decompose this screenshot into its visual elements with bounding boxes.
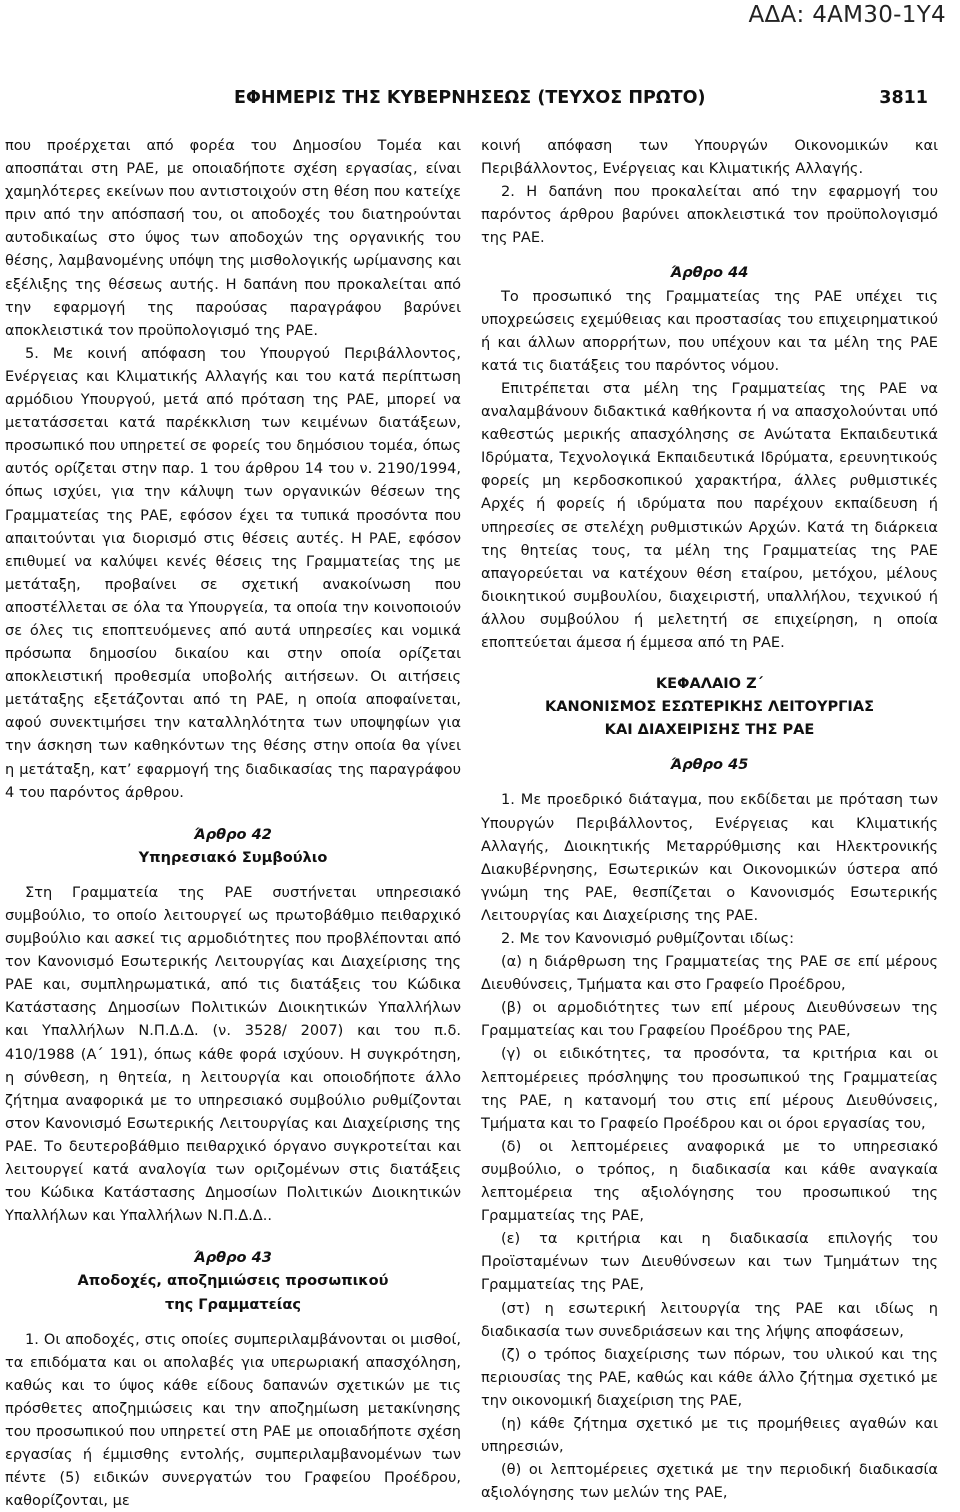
article-42-heading: Άρθρο 42 [194, 825, 272, 843]
list-item-e: (ε) τα κριτήρια και η διαδικασία επιλογής του Προϊσταμένων των Διευθύνσεων και των Τμημάτων της Γραμματείας της ΡΑΕ, [481, 1230, 938, 1294]
chapter-title-line-2: ΚΑΙ ΔΙΑΧΕΙΡΙΣΗΣ ΤΗΣ ΡΑΕ [604, 721, 815, 739]
list-item-b: (β) οι αρμοδιότητες των επί μέρους Διευθύνσεων της Γραμματείας και του Γραφείου Προέδρου της ΡΑΕ, [481, 999, 938, 1040]
article-43-paragraph-1: 1. Οι αποδοχές, στις οποίες συμπεριλαμβάνονται οι μισθοί, τα επιδόματα και οι απολαβές για υπερωριακή απασχόληση, καθώς και το ύψος κάθε είδους δαπανών σχετικών με τις πρόσθετες αποζημιώσεις και την αποζημίωση μετακίνησης του προσωπικού που υπηρετεί στη ΡΑΕ με οποιαδήποτε σχέση εργασίας ή έμμισθης εντολής, συμπεριλαμβανομένων των πέντε (5) ειδικών συνεργατών του Γραφείου Προέδρου, καθορίζονται, με [5, 1330, 461, 1510]
article-45-heading: Άρθρο 45 [670, 756, 749, 774]
article-45-paragraph-1: 1. Με προεδρικό διάταγμα, που εκδίδεται με πρόταση των Υπουργών Περιβάλλοντος, Ενέργειας και Κλιματικής Αλλαγής, Διοικητικής Μεταρρύθμισης και Ηλεκτρονικής Διακυβέρνησης, Εσωτερικών και Οικονομικών ύστερα από γνώμη της ΡΑΕ, θεσπίζεται ο Κανονισμός Εσωτερικής Λειτουργίας και Διαχείρισης της ΡΑΕ. [481, 791, 938, 924]
chapter-label: ΚΕΦΑΛΑΙΟ Ζ΄ [655, 675, 764, 693]
right-column [481, 134, 938, 1504]
list-item-g: (γ) οι ειδικότητες, τα προσόντα, τα κριτήρια και οι λεπτομέρειες πρόσληψης του προσωπικού της Γραμματείας της ΡΑΕ, η κατανομή του στις επί μέρους Διευθύνσεις, Τμήματα και το Γραφείο Προέδρου και οι όροι εργασίας του, [481, 1045, 938, 1132]
article-44-paragraph-1: Το προσωπικό της Γραμματείας της ΡΑΕ υπέχει τις υποχρεώσεις εχεμύθειας και προστασίας του επιχειρηματικού ή και άλλων απορρήτων, που υπέχουν και τα μέλη της ΡΑΕ κατά τις διατάξεις του παρόντος νόμου. [481, 287, 938, 374]
chapter-title-line-1: ΚΑΝΟΝΙΣΜΟΣ ΕΣΩΤΕΡΙΚΗΣ ΛΕΙΤΟΥΡΓΙΑΣ [544, 698, 875, 716]
article-43-title-line-1: Αποδοχές, αποζημιώσεις προσωπικού [77, 1272, 389, 1290]
paragraph-2: 2. Η δαπάνη που προκαλείται από την εφαρμογή του παρόντος άρθρου βαρύνει αποκλειστικά τον προϋπολογισμό της ΡΑΕ. [481, 183, 938, 247]
list-item-z: (ζ) ο τρόπος διαχείρισης των πόρων, του υλικού και της περιουσίας της ΡΑΕ, καθώς και κάθε άλλο ζήτημα σχετικό με την οικονομική διαχείριση της ΡΑΕ, [481, 1345, 938, 1409]
left-column [5, 134, 461, 1512]
list-item-st: (στ) η εσωτερική λειτουργία της ΡΑΕ και ιδίως η διαδικασία των συνεδριάσεων και της λήψης αποφάσεων, [481, 1299, 938, 1340]
list-item-h: (η) κάθε ζήτημα σχετικό με τις προμήθειες αγαθών και υπηρεσιών, [481, 1414, 938, 1456]
list-item-d: (δ) οι λεπτομέρειες αναφορικά με το υπηρεσιακό συμβούλιο, ο τρόπος, η διαδικασία και κάθε αναγκαία λεπτομέρεια της αξιολόγησης του προσωπικού της Γραμματείας της ΡΑΕ, [481, 1137, 938, 1225]
article-44-heading: Άρθρο 44 [670, 264, 749, 282]
article-42-title: Υπηρεσιακό Συμβούλιο [138, 848, 328, 866]
article-42-text: Στη Γραμματεία της ΡΑΕ συστήνεται υπηρεσιακό συμβούλιο, το οποίο λειτουργεί ως πρωτοβάθμιο πειθαρχικό συμβούλιο και ασκεί τις αρμοδιότητες που προβλέπονται από τον Κανονισμό Εσωτερικής Λειτουργίας και Διαχείρισης της ΡΑΕ και, συμπληρωματικά, από τις διατάξεις του Κώδικα Κατάστασης Δημοσίων Πολιτικών Διοικητικών Υπαλλήλων και Υπαλλήλων Ν.Π.Δ.Δ. (ν. 3528/ 2007) και του π.δ. 410/1988 (Α΄ 191), όπως κάθε φορά ισχύουν. Η συγκρότηση, η σύνθεση, η θητεία, η λειτουργία και οποιοδήποτε άλλο ζήτημα αναφορικά με το υπηρεσιακό συμβούλιο ρυθμίζονται στον Κανονισμό Εσωτερικής Λειτουργίας και Διαχείρισης της ΡΑΕ. Το δευτεροβάθμιο πειθαρχικό όργανο συγκροτείται και λειτουργεί κατά αναλογία των οριζομένων στις διατάξεις του Κώδικα Κατάστασης Δημοσίων Πολιτικών Διοικητικών Υπαλλήλων και Υπαλλήλων Ν.Π.Δ.Δ.. [5, 883, 461, 1225]
page-number: 3811 [879, 88, 928, 108]
journal-title: ΕΦΗΜΕΡΙΣ ΤΗΣ ΚΥΒΕΡΝΗΣΕΩΣ (ΤΕΥΧΟΣ ΠΡΩΤΟ) [234, 88, 706, 108]
article-45-paragraph-2: 2. Με τον Κανονισμό ρυθμίζονται ιδίως: [501, 930, 795, 947]
paragraph-continued: κοινή απόφαση των Υπουργών Οικονομικών και Περιβάλλοντος, Ενέργειας και Κλιματικής Αλλαγής. [481, 137, 938, 178]
list-item-th: (θ) οι λεπτομέρειες σχετικά με την περιοδική διαδικασία αξιολόγησης των μελών της ΡΑΕ, [481, 1461, 938, 1502]
paragraph-continued: που προέρχεται από φορέα του Δημοσίου Τομέα και αποσπάται στη ΡΑΕ, με οποιαδήποτε σχέση εργασίας, είναι χαμηλότερες εκείνων που αντιστοιχούν στη θέση που κατείχε πριν από την απόσπασή του, οι αποδοχές του διατηρούνται αυτοδικαίως στο ύψος των αποδοχών της οργανικής του θέσης, λαμβανομένης υπόψη της μισθολογικής ωρίμανσης και εξέλιξης της θέσεως αυτής. Η δαπάνη που προκαλείται από την εφαρμογή της παρούσας παραγράφου βαρύνει αποκλειστικά τον προϋπολογισμό της ΡΑΕ. [5, 137, 461, 339]
article-44-paragraph-2: Επιτρέπεται στα μέλη της Γραμματείας της ΡΑΕ να αναλαμβάνουν διδακτικά καθήκοντα ή να απασχολούνται υπό καθεστώς μερικής απασχόλησης σε Ανώτατα Εκπαιδευτικά Ιδρύματα, Τεχνολογικά Εκπαιδευτικά Ιδρύματα, ερευνητικούς φορείς μη κερδοσκοπικού χαρακτήρα, άλλες ρυθμιστικές Αρχές ή φορείς ή ιδρύματα που παρέχουν εκπαίδευση ή υπηρεσίες σε στελέχη ρυθμιστικών Αρχών. Κατά τη διάρκεια της θητείας τους, τα μέλη της Γραμματείας της ΡΑΕ απαγορεύεται να κατέχουν θέση εταίρου, μετόχου, μέλους διοικητικού συμβουλίου, διαχειριστή, υπαλλήλου, τεχνικού ή άλλου συμβούλου ή μελετητή σε επιχείρηση, η οποία εποπτεύεται άμεσα ή έμμεσα από τη ΡΑΕ. [481, 379, 938, 651]
article-43-heading: Άρθρο 43 [194, 1249, 272, 1267]
paragraph-5: 5. Με κοινή απόφαση του Υπουργού Περιβάλλοντος, Ενέργειας και Κλιματικής Αλλαγής και του κατά περίπτωση αρμόδιου Υπουργού, μετά από πρόταση της ΡΑΕ, μπορεί να μετατάσσεται κατά παρέκκλιση των κειμένων διατάξεων, προσωπικό που υπηρετεί σε φορείς του δημόσιου τομέα, όπως αυτός ορίζεται στην παρ. 1 του άρθρου 14 του ν. 2190/1994, όπως ισχύει, για την κάλυψη των οργανικών θέσεων της Γραμματείας της ΡΑΕ, εφόσον έχει τα τυπικά προσόντα που απαιτούνται για διορισμό στις θέσεις αυτές. Η ΡΑΕ, εφόσον επιθυμεί να καλύψει κενές θέσεις της Γραμματείας της με μετάταξη, προβαίνει σε σχετική ανακοίνωση που αποστέλλεται σε όλα τα Υπουργεία, τα οποία την κοινοποιούν σε όλες τις εποπτευόμενες από αυτά υπηρεσίες και νομικά πρόσωπα δημοσίου δικαίου και στην οποία ορίζεται αποκλειστική προθεσμία υποβολής αιτήσεων. Οι αιτήσεις μετάταξης εξετάζονται από τη ΡΑΕ, η οποία αποφαίνεται, αφού συνεκτιμήσει την καταλληλότητα των υποψηφίων για την άσκηση των καθηκόντων της θέσης στην οποία θα γίνει η μετάταξη, κατ’ εφαρμογή της διαδικασίας της παραγράφου 4 του παρόντος άρθρου. [5, 344, 461, 801]
ada-code: ΑΔΑ: 4ΑΜ30-1Υ4 [748, 2, 946, 28]
article-43-title-line-2: της Γραμματείας [164, 1295, 302, 1313]
list-item-a: (α) η διάρθρωση της Γραμματείας της ΡΑΕ σε επί μέρους Διευθύνσεις, Τμήματα και στο Γραφείο Προέδρου, [481, 953, 938, 994]
